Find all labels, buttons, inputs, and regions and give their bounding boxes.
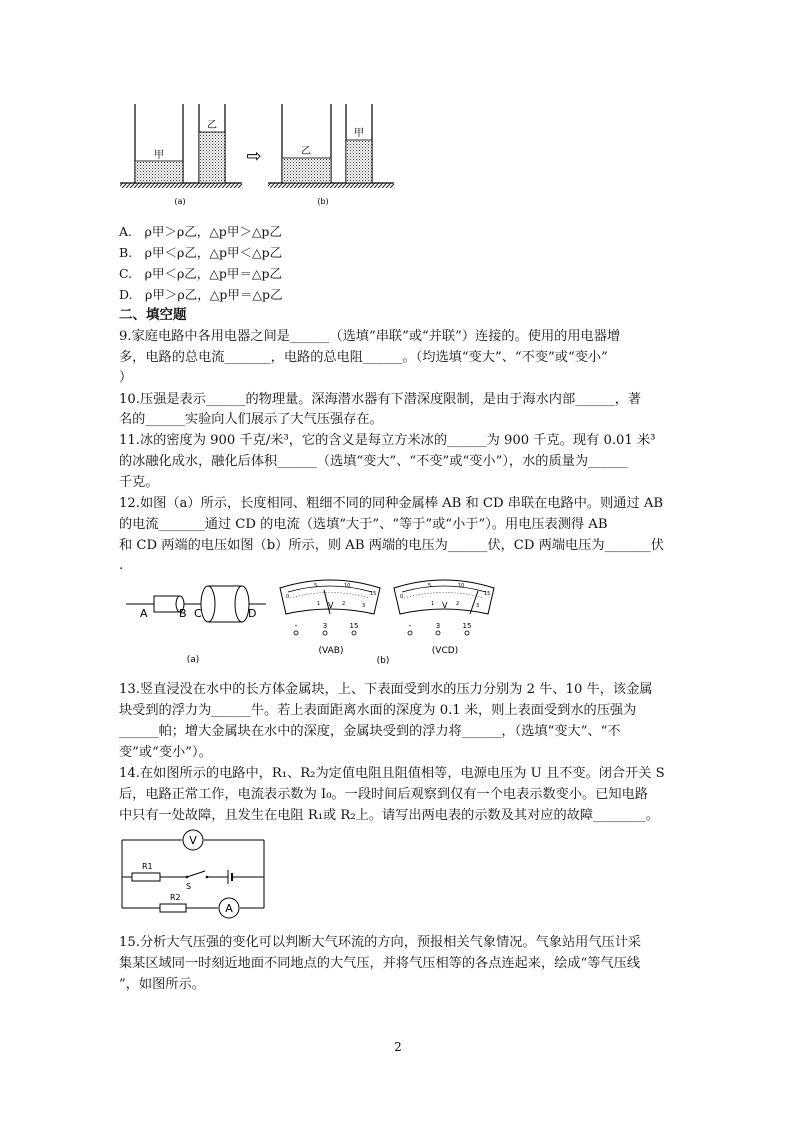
meter1-scale-3: 3 [362, 603, 366, 609]
meter1-zero: 0 [286, 594, 290, 600]
r2-label: R2 [170, 893, 181, 902]
rod-label-a: A [140, 607, 148, 620]
q14-line-2: 后，电路正常工作，电流表示数为 I₀。一段时间后观察到仅有一个电表示数变小。已知电路 [119, 787, 648, 802]
option-a: A. ρ甲＞ρ乙，△p甲＞△p乙 [119, 224, 282, 239]
meter1-caption: (VAB) [318, 646, 344, 656]
tube-a-right-label: 乙 [207, 120, 217, 131]
q15-line-2: 集某区域同一时刻近地面不同地点的大气压，并将气压相等的各点连起来，绘成“等气压线 [119, 956, 641, 971]
q12-line-1: 12.如图（a）所示，长度相同、粗细不同的同种金属棒 AB 和 CD 串联在电路中。则通过 AB [119, 496, 664, 511]
meter2-scale-10: 10 [458, 583, 465, 589]
q12-line-2: 的电流_______通过 CD 的电流（选填“大于”、“等于”或“小于”）。用电压表测得 AB [119, 517, 608, 532]
meter2-terminal-15: 15 [462, 622, 472, 630]
meter1-terminal-neg: - [294, 621, 298, 630]
q15-line-1: 15.分析大气压强的变化可以判断大气环流的方向，预报相关气象情况。气象站用气压计采 [119, 935, 642, 950]
tube-caption-b: (b) [317, 197, 329, 206]
ammeter-symbol: A [225, 902, 233, 915]
meter1-terminal-3: 3 [322, 622, 328, 630]
q14-line-1: 14.在如图所示的电路中，R₁、R₂为定值电阻且阻值相等，电源电压为 U 且不变。闭合开关 S [119, 766, 665, 781]
circuit-figure [114, 828, 274, 920]
q13-line-2: 块受到的浮力为______牛。若上表面距离水面的深度为 0.1 米，则上表面受到水的压强为 [119, 703, 637, 718]
option-d: D. ρ甲＞ρ乙，△p甲＝△p乙 [119, 287, 283, 302]
tube-caption-a: (a) [174, 197, 186, 206]
page-number: 2 [394, 1040, 402, 1054]
voltmeter-symbol: V [189, 834, 197, 847]
q15-line-3: ”，如图所示。 [119, 977, 205, 992]
meter2-unit: V [442, 601, 448, 610]
meter1-unit: V [328, 601, 334, 610]
q9-line-3: ） [119, 370, 133, 385]
meter1-scale-5: 5 [314, 583, 318, 589]
r1-label: R1 [142, 862, 153, 871]
q12-line-3: 和 CD 两端的电压如图（b）所示，则 AB 两端的电压为______伏，CD 两端电压为_______伏 [119, 538, 664, 553]
switch-label: S [186, 882, 192, 891]
section-title: 二、填空题 [119, 307, 187, 323]
voltmeter-cd [394, 580, 494, 656]
meter2-scale-15: 15 [484, 591, 491, 597]
q10-line-2: 名的______实验向人们展示了大气压强存在。 [119, 412, 383, 427]
tube-b-left-label: 乙 [301, 146, 311, 157]
rod-label-b: B [179, 607, 187, 620]
rod-label-c: C [194, 607, 202, 620]
meter2-scale-2: 2 [456, 601, 460, 607]
meter2-caption: (VCD) [431, 646, 459, 656]
q13-line-3: ______帕；增大金属块在水中的深度，金属块受到的浮力将______，（选填“变大”、“不 [119, 724, 621, 739]
meter1-terminal-15: 15 [349, 622, 359, 630]
q11-line-2: 的冰融化成水，融化后体积______（选填“变大”、“不变”或“变小”），水的质量为______ [119, 454, 628, 469]
arrow-icon: ⇨ [246, 146, 262, 167]
meter2-zero: 0 [400, 594, 404, 600]
meter1-scale-15: 15 [370, 591, 377, 597]
meter2-scale-3: 3 [476, 603, 480, 609]
meters-caption-b: (b) [376, 656, 390, 666]
q11-line-3: 千克。 [119, 475, 159, 490]
q12-line-4: . [119, 558, 124, 573]
q10-line-1: 10.压强是表示______的物理量。深海潜水器有下潜深度限制，是由于海水内部______，著 [119, 392, 642, 407]
rod-label-d: D [248, 607, 257, 620]
tube-b-right-label: 甲 [354, 128, 364, 139]
q13-line-4: 变”或“变小”）。 [119, 745, 212, 760]
rods-caption-a: (a) [186, 655, 200, 665]
q13-line-1: 13.竖直浸没在水中的长方体金属块，上、下表面受到水的压力分别为 2 牛、10 牛，该金属 [119, 682, 653, 697]
q11-line-1: 11.冰的密度为 900 千克/米³，它的含义是每立方米冰的______为 900 千克。现有 0.01 米³ [119, 433, 656, 448]
meter2-scale-1: 1 [431, 601, 435, 607]
meter2-terminal-neg: - [408, 621, 412, 630]
q9-line-2: 多，电路的总电流_______，电路的总电阻______。（均选填“变大”、“不变”或“变小” [119, 350, 608, 365]
voltmeter-ab [280, 580, 380, 656]
meter2-terminal-3: 3 [435, 622, 441, 630]
meter1-scale-10: 10 [344, 583, 351, 589]
q14-line-3: 中只有一处故障，且发生在电阻 R₁或 R₂上。请写出两电表的示数及其对应的故障________。 [119, 808, 659, 823]
q9-line-1: 9.家庭电路中各用电器之间是______（选填“串联”或“并联”）连接的。使用的用电器增 [119, 329, 621, 344]
tube-a-left-label: 甲 [154, 150, 164, 161]
meter2-scale-5: 5 [428, 583, 432, 589]
meter1-scale-1: 1 [317, 601, 321, 607]
meter1-scale-2: 2 [342, 601, 346, 607]
tubes-figure [110, 96, 410, 211]
rods-meters-figure [118, 574, 518, 670]
option-b: B. ρ甲＜ρ乙，△p甲＜△p乙 [119, 245, 283, 260]
option-c: C. ρ甲＜ρ乙，△p甲＝△p乙 [119, 266, 283, 281]
